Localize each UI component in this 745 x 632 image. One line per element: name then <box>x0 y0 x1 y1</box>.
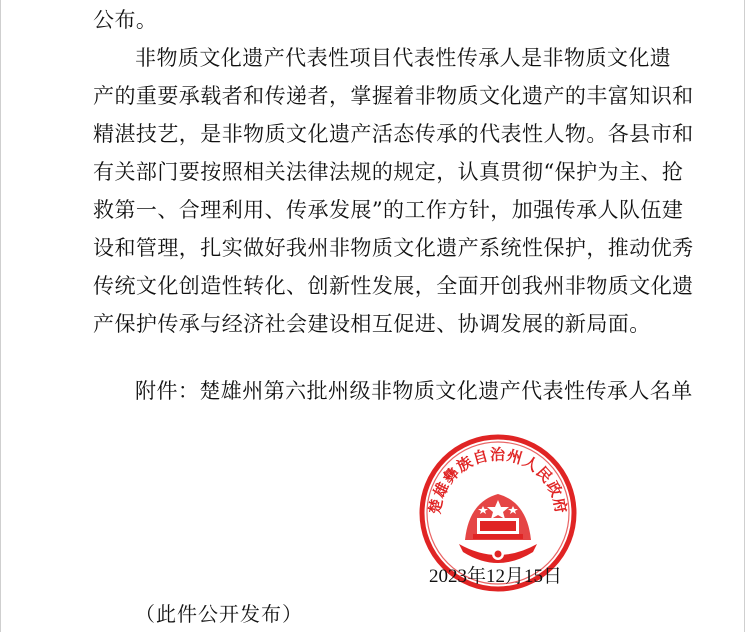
national-emblem-icon <box>459 494 537 563</box>
text-line-7: 设和管理，扎实做好我州非物质文化遗产系统性保护，推动优秀 <box>93 236 694 260</box>
attachment-line: 附件：楚雄州第六批州级非物质文化遗产代表性传承人名单 <box>135 379 693 403</box>
publication-note: （此件公开发布） <box>135 602 303 626</box>
text-line-3: 产的重要承载者和传递者，掌握着非物质文化遗产的丰富知识和 <box>93 84 694 108</box>
text-line-9: 产保护传承与经济社会建设相互促进、协调发展的新局面。 <box>93 312 651 336</box>
text-line-8: 传统文化创造性转化、创新性发展，全面开创我州非物质文化遗 <box>93 274 694 298</box>
text-line-5: 有关部门要按照相关法律法规的规定，认真贯彻“保护为主、抢 <box>93 160 684 184</box>
issue-date: 2023年12月15日 <box>429 566 563 587</box>
text-line-2: 非物质文化遗产代表性项目代表性传承人是非物质文化遗 <box>135 46 672 70</box>
text-line-4: 精湛技艺，是非物质文化遗产活态传承的代表性人物。各县市和 <box>93 122 694 146</box>
text-line-1: 公布。 <box>93 8 158 32</box>
text-line-6: 救第一、合理利用、传承发展”的工作方针，加强传承人队伍建 <box>93 198 684 222</box>
seal-text: 楚雄彝族自治州人民政府 <box>425 445 571 516</box>
